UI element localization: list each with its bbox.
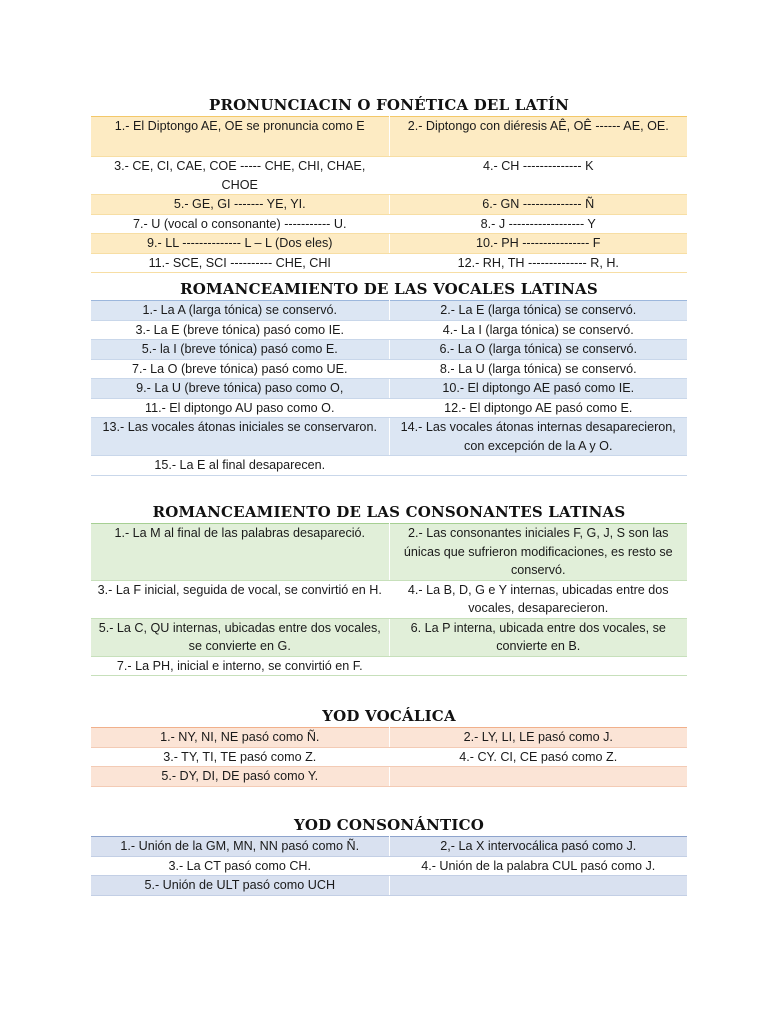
table-cell: 7.- La PH, inicial e interno, se convirtió en F. — [91, 656, 389, 676]
table-row — [91, 456, 687, 476]
table-pronunciacion — [91, 116, 687, 273]
table-cell: 6.- GN -------------- Ñ — [389, 195, 687, 215]
table-row — [91, 117, 687, 157]
table-cell: 3.- CE, CI, CAE, COE ----- CHE, CHI, CHAE, CHOE — [91, 157, 389, 195]
table-cell: 1.- NY, NI, NE pasó como Ñ. — [91, 728, 389, 748]
table-cell: 1.- Unión de la GM, MN, NN pasó como Ñ. — [91, 837, 389, 857]
table-cell: 8.- La U (larga tónica) se conservó. — [389, 359, 687, 379]
table-row — [91, 253, 687, 273]
table-row — [91, 656, 687, 676]
table-cell: 9.- La U (breve tónica) paso como O, — [91, 379, 389, 399]
table-cell: 5.- DY, DI, DE pasó como Y. — [91, 767, 389, 787]
table-cell: 10.- El diptongo AE pasó como IE. — [389, 379, 687, 399]
section-title: YOD CONSONÁNTICO — [293, 816, 485, 834]
table-cell: 9.- LL -------------- L – L (Dos eles) — [91, 234, 389, 254]
table-cell: 4.- La I (larga tónica) se conservó. — [389, 320, 687, 340]
section-consonantes — [91, 501, 687, 676]
table-cell: 10.- PH ---------------- F — [389, 234, 687, 254]
table-cell: 4.- La B, D, G e Y internas, ubicadas entre dos vocales, desaparecieron. — [389, 580, 687, 618]
table-yod-consonantico — [91, 836, 687, 896]
section-title: YOD VOCÁLICA — [322, 707, 456, 725]
table-row — [91, 837, 687, 857]
table-cell: 7.- La O (breve tónica) pasó como UE. — [91, 359, 389, 379]
table-row — [91, 747, 687, 767]
section-yod-consonantico — [91, 814, 687, 896]
section-title: PRONUNCIACIN O FONÉTICA DEL LATÍN — [209, 96, 569, 114]
section-yod-vocalica — [91, 705, 687, 787]
table-row — [91, 876, 687, 896]
table-cell: 1.- La M al final de las palabras desapareció. — [91, 524, 389, 581]
table-cell: 1.- El Diptongo AE, OE se pronuncia como E — [91, 117, 389, 157]
table-cell: 1.- La A (larga tónica) se conservó. — [91, 301, 389, 321]
table-vocales — [91, 300, 687, 476]
table-cell: 2.- Las consonantes iniciales F, G, J, S son las únicas que sufrieron modificaciones, es resto se conservó. — [389, 524, 687, 581]
section-title: ROMANCEAMIENTO DE LAS CONSONANTES LATINAS — [152, 503, 626, 521]
table-cell — [389, 456, 687, 476]
table-cell: 4.- CY. CI, CE pasó como Z. — [389, 747, 687, 767]
table-cell — [389, 656, 687, 676]
table-cell: 3.- TY, TI, TE pasó como Z. — [91, 747, 389, 767]
table-cell: 5.- GE, GI ------- YE, YI. — [91, 195, 389, 215]
table-cell: 15.- La E al final desaparecen. — [91, 456, 389, 476]
table-yod-vocalica — [91, 727, 687, 787]
section-vocales — [91, 278, 687, 476]
table-row — [91, 359, 687, 379]
table-cell: 3.- La E (breve tónica) pasó como IE. — [91, 320, 389, 340]
table-cell: 13.- Las vocales átonas iniciales se conservaron. — [91, 418, 389, 456]
table-row — [91, 157, 687, 195]
table-cell: 4.- CH -------------- K — [389, 157, 687, 195]
table-row — [91, 728, 687, 748]
table-cell: 14.- Las vocales átonas internas desaparecieron, con excepción de la A y O. — [389, 418, 687, 456]
table-cell: 2.- LY, LI, LE pasó como J. — [389, 728, 687, 748]
table-cell: 11.- El diptongo AU paso como O. — [91, 398, 389, 418]
table-row — [91, 320, 687, 340]
table-cell: 11.- SCE, SCI ---------- CHE, CHI — [91, 253, 389, 273]
section-pronunciacion — [91, 94, 687, 273]
table-cell: 2,- La X intervocálica pasó como J. — [389, 837, 687, 857]
table-cell: 3.- La F inicial, seguida de vocal, se convirtió en H. — [91, 580, 389, 618]
table-cell: 7.- U (vocal o consonante) ----------- U. — [91, 214, 389, 234]
table-row — [91, 767, 687, 787]
table-cell: 12.- El diptongo AE pasó como E. — [389, 398, 687, 418]
table-cell: 3.- La CT pasó como CH. — [91, 856, 389, 876]
table-row — [91, 214, 687, 234]
table-cell: 6.- La O (larga tónica) se conservó. — [389, 340, 687, 360]
table-row — [91, 580, 687, 618]
table-cell: 5.- La C, QU internas, ubicadas entre dos vocales, se convierte en G. — [91, 618, 389, 656]
table-row — [91, 379, 687, 399]
table-cell — [389, 767, 687, 787]
table-cell: 8.- J ------------------ Y — [389, 214, 687, 234]
table-cell: 4.- Unión de la palabra CUL pasó como J. — [389, 856, 687, 876]
table-cell: 6. La P interna, ubicada entre dos vocales, se convierte en B. — [389, 618, 687, 656]
table-row — [91, 340, 687, 360]
table-cell: 2.- La E (larga tónica) se conservó. — [389, 301, 687, 321]
table-row — [91, 301, 687, 321]
table-row — [91, 524, 687, 581]
table-row — [91, 618, 687, 656]
table-row — [91, 418, 687, 456]
table-row — [91, 856, 687, 876]
table-cell: 5.- Unión de ULT pasó como UCH — [91, 876, 389, 896]
table-row — [91, 234, 687, 254]
table-consonantes — [91, 523, 687, 676]
table-cell — [389, 876, 687, 896]
table-cell: 12.- RH, TH -------------- R, H. — [389, 253, 687, 273]
section-title: ROMANCEAMIENTO DE LAS VOCALES LATINAS — [180, 280, 598, 298]
table-cell: 5.- la I (breve tónica) pasó como E. — [91, 340, 389, 360]
table-row — [91, 195, 687, 215]
table-row — [91, 398, 687, 418]
table-cell: 2.- Diptongo con diéresis AÊ, OÊ ------ AE, OE. — [389, 117, 687, 157]
